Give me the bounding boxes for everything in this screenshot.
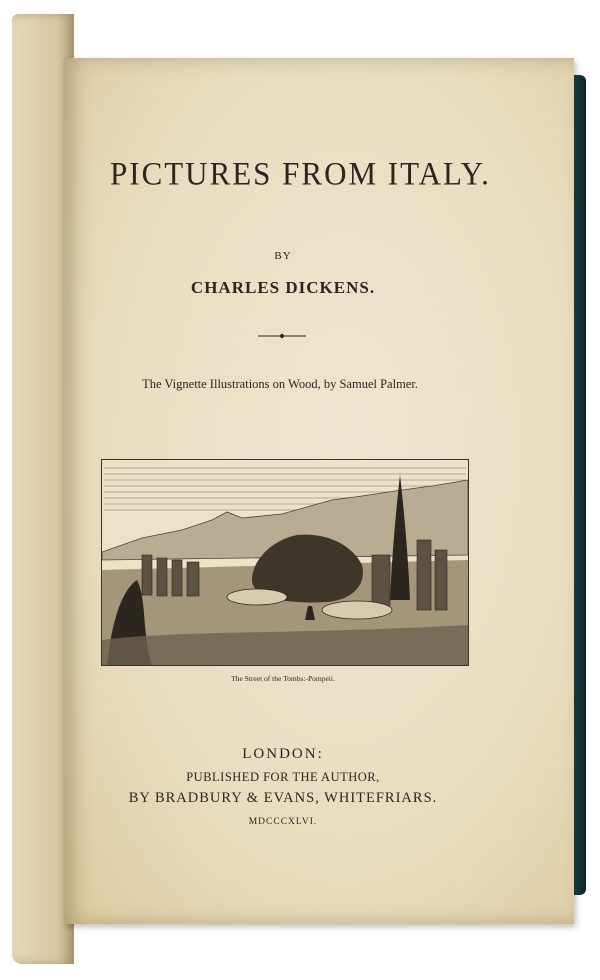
imprint-year: MDCCCXLVI.	[248, 817, 318, 827]
imprint-published-for: PUBLISHED FOR THE AUTHOR,	[186, 770, 380, 784]
illustration-credit: The Vignette Illustrations on Wood, by Samuel Palmer.	[142, 377, 418, 391]
engraved-vignette-illustration	[101, 459, 469, 666]
rule-ornament	[258, 333, 306, 339]
imprint-publisher: BY BRADBURY & EVANS, WHITEFRIARS.	[128, 790, 438, 806]
illustration-caption: The Street of the Tombs:-Pompeii.	[231, 674, 335, 683]
author-name: CHARLES DICKENS.	[190, 278, 376, 297]
by-line: BY	[274, 250, 292, 262]
book-title: PICTURES FROM ITALY.	[110, 155, 491, 192]
imprint-city: LONDON:	[242, 746, 324, 762]
